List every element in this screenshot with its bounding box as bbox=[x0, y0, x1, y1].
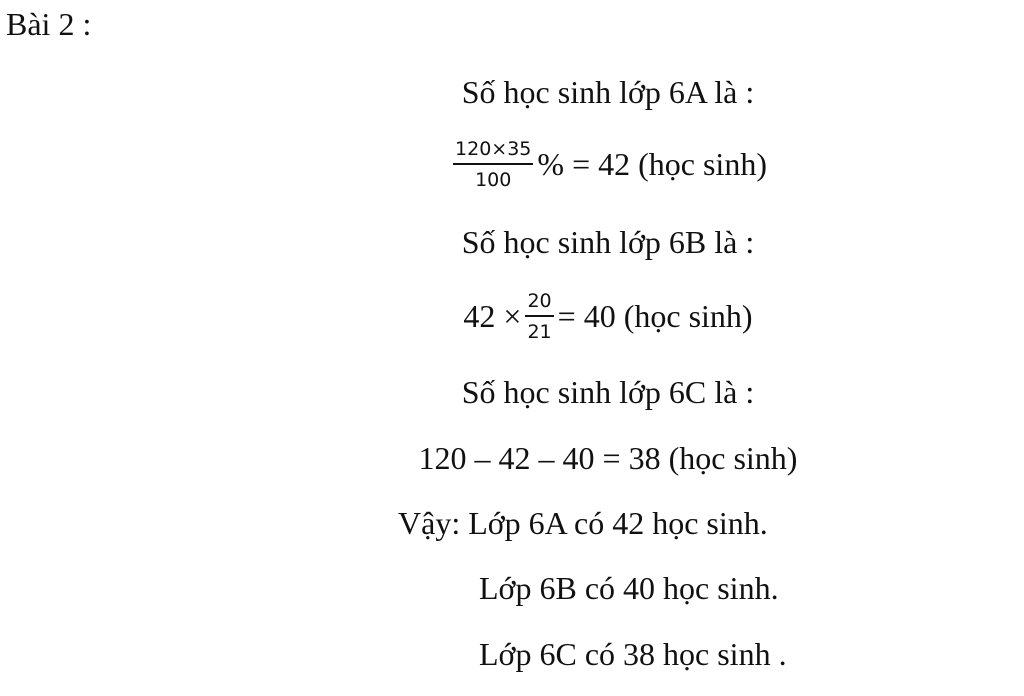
fraction-numerator: 120×35 bbox=[453, 138, 533, 165]
class-6c-calculation: 120 – 42 – 40 = 38 (học sinh) bbox=[418, 440, 798, 476]
class-6b-fraction bbox=[525, 290, 553, 343]
class-6a-fraction bbox=[453, 138, 533, 191]
class-6b-equation bbox=[0, 284, 1024, 348]
class-6b-label: Số học sinh lớp 6B là : bbox=[461, 224, 755, 260]
conclusion-line-6b: Lớp 6B có 40 học sinh. bbox=[479, 570, 779, 606]
fraction-denominator: 100 bbox=[475, 168, 512, 191]
class-6a-equation bbox=[0, 132, 1024, 196]
class-6c-label: Số học sinh lớp 6C là : bbox=[461, 374, 755, 410]
conclusion-line-6c: Lớp 6C có 38 học sinh . bbox=[479, 636, 787, 672]
class-6a-label: Số học sinh lớp 6A là : bbox=[461, 74, 755, 110]
class-6b-multiplicand: 42 × bbox=[463, 298, 522, 334]
class-6a-result: % = 42 (học sinh) bbox=[537, 146, 767, 182]
exercise-heading: Bài 2 : bbox=[6, 6, 92, 42]
fraction-denominator: 21 bbox=[527, 320, 552, 343]
fraction-numerator: 20 bbox=[525, 290, 553, 317]
conclusion-line-6a: Vậy: Lớp 6A có 42 học sinh. bbox=[398, 505, 768, 541]
class-6b-result: = 40 (học sinh) bbox=[557, 298, 753, 334]
